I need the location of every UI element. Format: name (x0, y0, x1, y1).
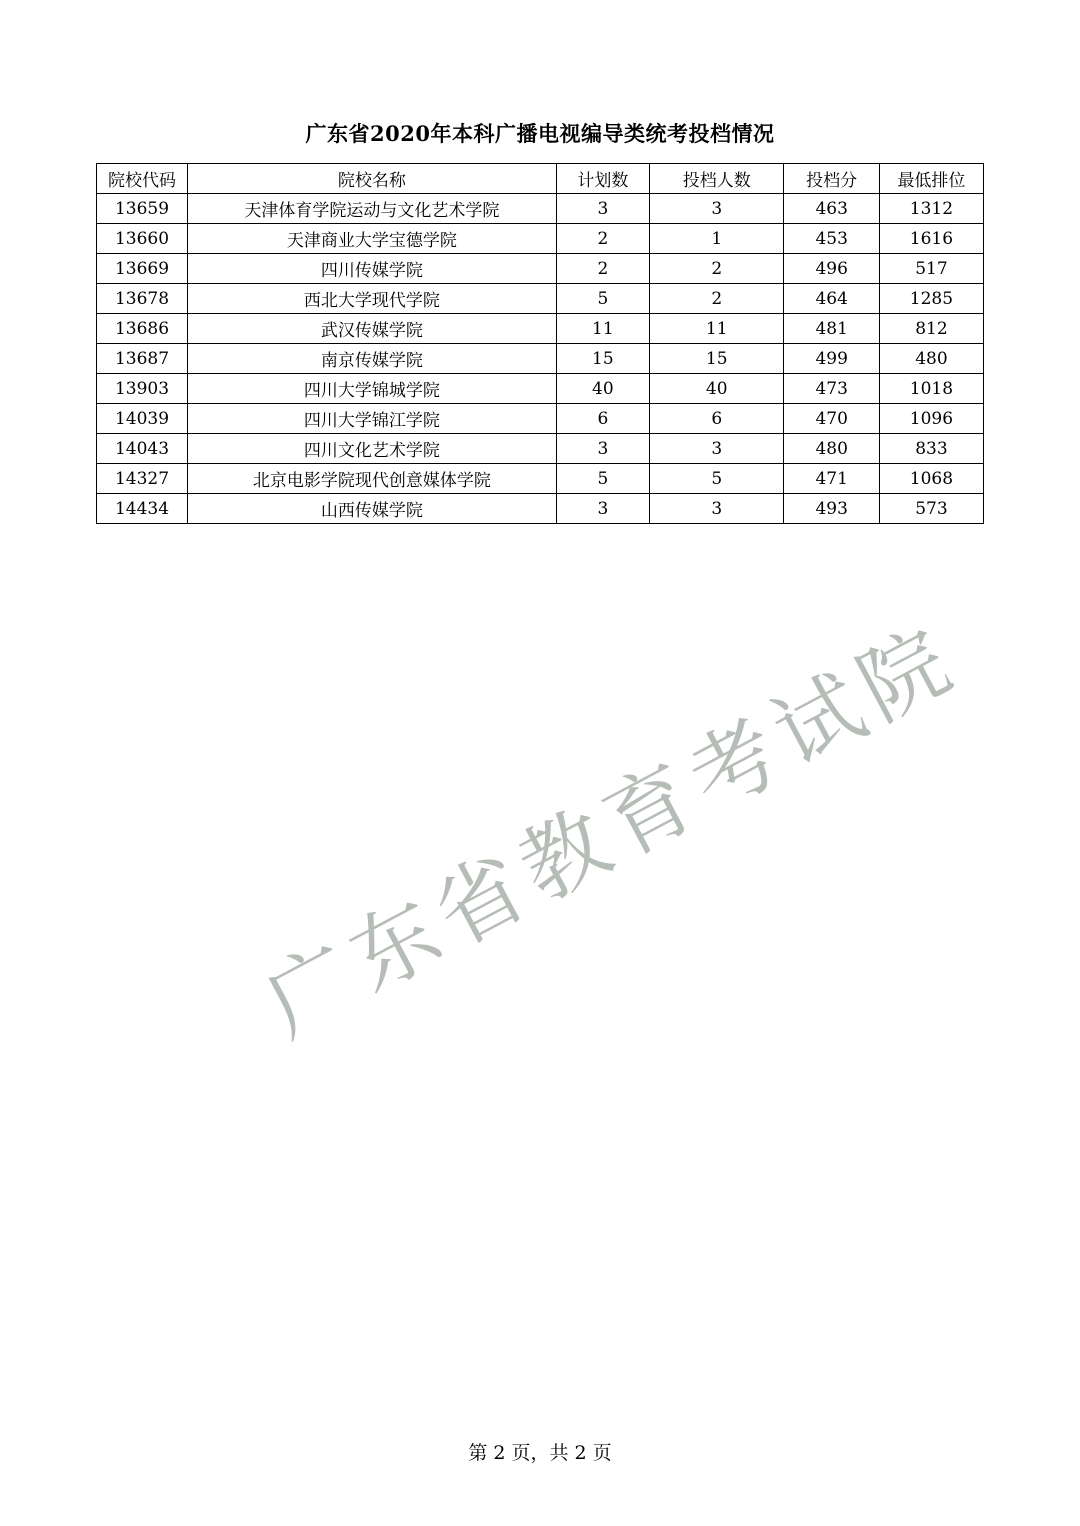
cell-plan: 11 (556, 314, 649, 344)
cell-rank: 517 (879, 254, 983, 284)
cell-score: 499 (784, 344, 879, 374)
cell-name: 四川大学锦城学院 (188, 374, 557, 404)
cell-rank: 833 (879, 434, 983, 464)
cell-score: 473 (784, 374, 879, 404)
cell-count: 15 (650, 344, 784, 374)
table-row (97, 434, 984, 464)
cell-score: 493 (784, 494, 879, 524)
cell-plan: 2 (556, 254, 649, 284)
cell-name: 四川文化艺术学院 (188, 434, 557, 464)
cell-score: 453 (784, 224, 879, 254)
cell-code: 13903 (97, 374, 188, 404)
cell-plan: 3 (556, 494, 649, 524)
admission-table (96, 163, 984, 524)
cell-rank: 1096 (879, 404, 983, 434)
cell-plan: 2 (556, 224, 649, 254)
cell-count: 40 (650, 374, 784, 404)
cell-rank: 1285 (879, 284, 983, 314)
cell-score: 496 (784, 254, 879, 284)
cell-count: 3 (650, 194, 784, 224)
cell-name: 四川传媒学院 (188, 254, 557, 284)
column-header-plan: 计划数 (556, 164, 649, 194)
cell-rank: 1068 (879, 464, 983, 494)
cell-code: 13678 (97, 284, 188, 314)
cell-code: 14043 (97, 434, 188, 464)
watermark-text: 广东省教育考试院 (249, 607, 975, 1056)
cell-rank: 480 (879, 344, 983, 374)
table-row (97, 344, 984, 374)
cell-code: 14039 (97, 404, 188, 434)
cell-name: 山西传媒学院 (188, 494, 557, 524)
cell-name: 武汉传媒学院 (188, 314, 557, 344)
cell-code: 14327 (97, 464, 188, 494)
cell-rank: 573 (879, 494, 983, 524)
cell-name: 北京电影学院现代创意媒体学院 (188, 464, 557, 494)
cell-name: 天津体育学院运动与文化艺术学院 (188, 194, 557, 224)
column-header-code: 院校代码 (97, 164, 188, 194)
cell-count: 2 (650, 254, 784, 284)
cell-code: 13687 (97, 344, 188, 374)
column-header-name: 院校名称 (188, 164, 557, 194)
table-header-row (97, 164, 984, 194)
cell-name: 西北大学现代学院 (188, 284, 557, 314)
cell-name: 南京传媒学院 (188, 344, 557, 374)
table-row (97, 314, 984, 344)
cell-score: 464 (784, 284, 879, 314)
cell-code: 13659 (97, 194, 188, 224)
table-row (97, 284, 984, 314)
table-row (97, 224, 984, 254)
cell-code: 14434 (97, 494, 188, 524)
cell-rank: 1616 (879, 224, 983, 254)
column-header-rank: 最低排位 (879, 164, 983, 194)
column-header-score: 投档分 (784, 164, 879, 194)
column-header-count: 投档人数 (650, 164, 784, 194)
cell-count: 3 (650, 434, 784, 464)
table-row (97, 464, 984, 494)
table-row (97, 254, 984, 284)
table-row (97, 494, 984, 524)
cell-score: 470 (784, 404, 879, 434)
cell-count: 6 (650, 404, 784, 434)
cell-plan: 6 (556, 404, 649, 434)
cell-code: 13669 (97, 254, 188, 284)
cell-score: 480 (784, 434, 879, 464)
page-footer: 第 2 页，共 2 页 (468, 1442, 612, 1464)
cell-plan: 3 (556, 434, 649, 464)
cell-name: 四川大学锦江学院 (188, 404, 557, 434)
cell-plan: 3 (556, 194, 649, 224)
cell-code: 13686 (97, 314, 188, 344)
cell-rank: 812 (879, 314, 983, 344)
table-row (97, 374, 984, 404)
cell-plan: 5 (556, 464, 649, 494)
cell-rank: 1312 (879, 194, 983, 224)
cell-score: 463 (784, 194, 879, 224)
page-title: 广东省2020年本科广播电视编导类统考投档情况 (305, 121, 775, 146)
cell-count: 5 (650, 464, 784, 494)
cell-plan: 5 (556, 284, 649, 314)
cell-name: 天津商业大学宝德学院 (188, 224, 557, 254)
cell-count: 3 (650, 494, 784, 524)
table-row (97, 194, 984, 224)
cell-count: 11 (650, 314, 784, 344)
cell-count: 1 (650, 224, 784, 254)
cell-count: 2 (650, 284, 784, 314)
cell-plan: 15 (556, 344, 649, 374)
cell-score: 481 (784, 314, 879, 344)
table-row (97, 404, 984, 434)
cell-rank: 1018 (879, 374, 983, 404)
cell-score: 471 (784, 464, 879, 494)
cell-code: 13660 (97, 224, 188, 254)
cell-plan: 40 (556, 374, 649, 404)
